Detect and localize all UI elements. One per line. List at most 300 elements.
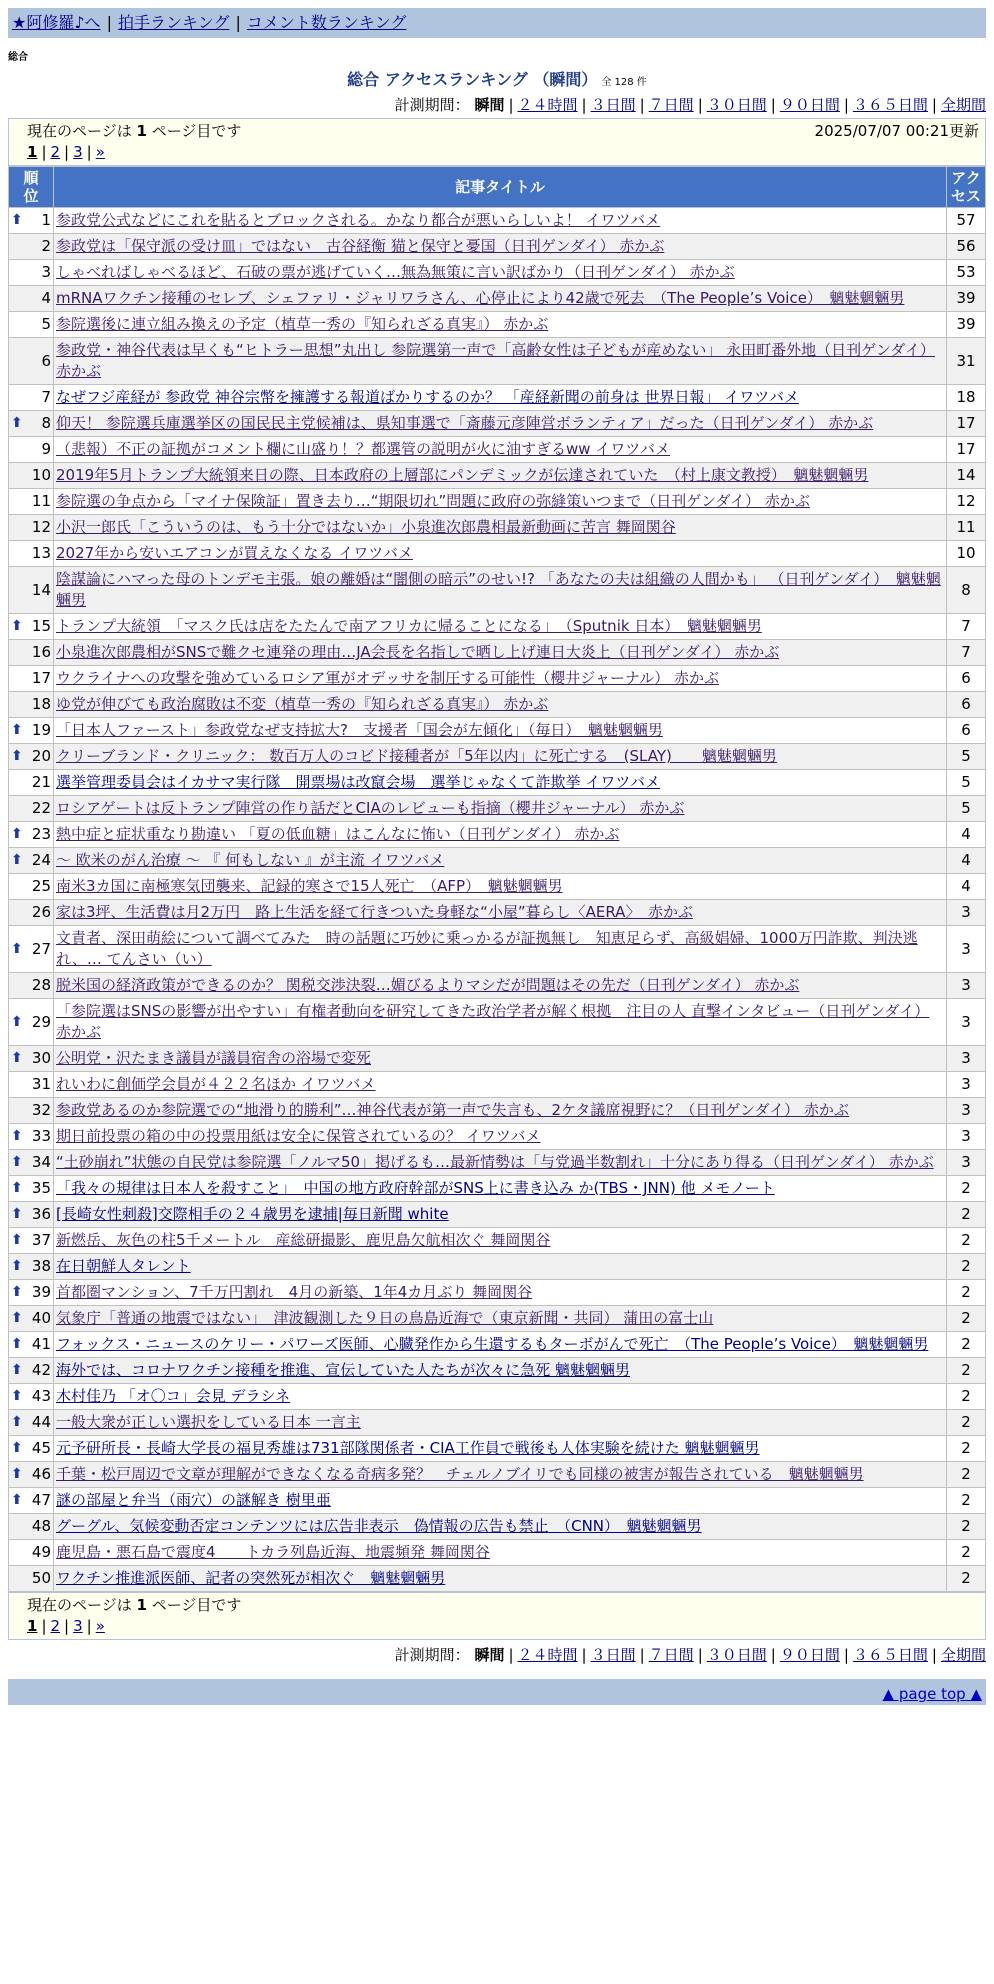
rank-up-arrow-icon: ⬆ bbox=[11, 826, 23, 842]
article-link[interactable]: 参政党・神谷代表は早くも“ヒトラー思想”丸出し 参院選第一声で「高齢女性は子どもが産めない」 永田町番外地（日刊ゲンダイ） 赤かぶ bbox=[56, 341, 935, 380]
access-count: 2 bbox=[947, 1176, 986, 1202]
table-row bbox=[9, 848, 986, 874]
rank-cell bbox=[9, 1514, 54, 1540]
table-row bbox=[9, 338, 986, 385]
title-cell bbox=[54, 208, 947, 234]
title-cell bbox=[54, 744, 947, 770]
title-cell bbox=[54, 692, 947, 718]
title-cell bbox=[54, 312, 947, 338]
rank-number: 2 bbox=[41, 237, 51, 255]
article-link[interactable]: トランプ大統領 「マスク氏は店をたたんで南アフリカに帰ることになる」 （Sputnik 日本） 魑魅魍魎男 bbox=[56, 617, 762, 635]
rank-cell bbox=[9, 1124, 54, 1150]
rank-cell bbox=[9, 1462, 54, 1488]
rank-number: 25 bbox=[31, 877, 51, 895]
article-link[interactable]: 期日前投票の箱の中の投票用紙は安全に保管されているの？ イワツバメ bbox=[56, 1127, 541, 1145]
article-link[interactable]: 一般大衆が正しい選択をしている日本 一言主 bbox=[56, 1413, 361, 1431]
home-link[interactable]: ★阿修羅♪へ bbox=[12, 13, 101, 32]
period-separator: | bbox=[770, 1646, 776, 1664]
title-cell bbox=[54, 1098, 947, 1124]
title-cell bbox=[54, 1566, 947, 1592]
table-row bbox=[9, 1150, 986, 1176]
pager-next-link[interactable]: » bbox=[95, 1617, 105, 1635]
access-count: 7 bbox=[947, 640, 986, 666]
title-cell bbox=[54, 900, 947, 926]
rank-cell bbox=[9, 1488, 54, 1514]
table-row bbox=[9, 1176, 986, 1202]
rank-number: 9 bbox=[41, 440, 51, 458]
table-row bbox=[9, 614, 986, 640]
access-count: 3 bbox=[947, 1046, 986, 1072]
rank-number: 28 bbox=[31, 976, 51, 994]
table-row bbox=[9, 1228, 986, 1254]
table-row bbox=[9, 260, 986, 286]
period-link[interactable]: ９０日間 bbox=[779, 96, 840, 114]
table-row bbox=[9, 1254, 986, 1280]
access-count: 57 bbox=[947, 208, 986, 234]
period-separator: | bbox=[843, 1646, 849, 1664]
article-link[interactable]: 「我々の規律は日本人を殺すこと」 中国の地方政府幹部がSNS上に書き込み か(TBS・JNN) 他 メモノート bbox=[56, 1179, 775, 1197]
pager-separator: | bbox=[86, 1617, 92, 1635]
access-count: 39 bbox=[947, 312, 986, 338]
article-link[interactable]: 陰謀論にハマった母のトンデモ主張。娘の離婚は“闇側の暗示”のせい!? 「あなたの夫は組織の人間かも」 （日刊ゲンダイ） 魑魅魍魎男 bbox=[56, 570, 941, 609]
access-count: 2 bbox=[947, 1436, 986, 1462]
rank-cell bbox=[9, 848, 54, 874]
article-link[interactable]: 鹿児島・悪石島で震度4 トカラ列島近海、地震頻発 舞岡関谷 bbox=[56, 1543, 490, 1561]
pager-separator: | bbox=[64, 1617, 70, 1635]
article-link[interactable]: mRNAワクチン接種のセレブ、シェファリ・ジャリワラさん、心停止により42歳で死去 （The People’s Voice） 魑魅魍魎男 bbox=[56, 289, 905, 307]
rank-number: 21 bbox=[31, 773, 51, 791]
title-cell bbox=[54, 567, 947, 614]
title-cell bbox=[54, 1150, 947, 1176]
access-count: 2 bbox=[947, 1462, 986, 1488]
table-row bbox=[9, 1202, 986, 1228]
period-link[interactable]: 全期間 bbox=[940, 1646, 986, 1664]
article-link[interactable]: ～ 欧米のがん治療 ～ 『 何もしない 』が主流 イワツバメ bbox=[56, 851, 445, 869]
title-cell bbox=[54, 286, 947, 312]
rank-number: 3 bbox=[41, 263, 51, 281]
rank-number: 10 bbox=[31, 466, 51, 484]
rank-cell bbox=[9, 234, 54, 260]
rank-number: 42 bbox=[31, 1361, 51, 1379]
rank-cell bbox=[9, 900, 54, 926]
access-count: 2 bbox=[947, 1332, 986, 1358]
rank-up-arrow-icon: ⬆ bbox=[11, 1310, 23, 1326]
title-cell bbox=[54, 515, 947, 541]
article-link[interactable]: 公明党・沢たまき議員が議員宿舎の浴場で変死 bbox=[56, 1049, 372, 1067]
rank-cell bbox=[9, 718, 54, 744]
article-link[interactable]: 元予研所長・長崎大学長の福見秀雄は731部隊関係者・CIA工作員で戦後も人体実験を続けた 魑魅魍魎男 bbox=[56, 1439, 760, 1457]
access-count: 5 bbox=[947, 744, 986, 770]
article-link[interactable]: 千葉・松戸周辺で文章が理解ができなくなる奇病多発？ チェルノブイリでも同様の被害が報告されている 魑魅魍魎男 bbox=[56, 1465, 864, 1483]
rank-number: 7 bbox=[41, 388, 51, 406]
access-count: 6 bbox=[947, 718, 986, 744]
period-selector-bottom bbox=[8, 1644, 986, 1665]
rank-number: 33 bbox=[31, 1127, 51, 1145]
comment-ranking-link[interactable]: コメント数ランキング bbox=[246, 13, 407, 32]
rank-up-arrow-icon: ⬆ bbox=[11, 852, 23, 868]
access-count: 31 bbox=[947, 338, 986, 385]
rank-number: 15 bbox=[31, 617, 51, 635]
article-link[interactable]: 小泉進次郎農相がSNSで難クセ連発の理由…JA会長を名指しで晒し上げ連日大炎上（日刊ゲンダイ） 赤かぶ bbox=[56, 643, 780, 661]
period-separator: | bbox=[931, 1646, 937, 1664]
title-cell bbox=[54, 1176, 947, 1202]
article-link[interactable]: 首都圏マンション、7千万円割れ 4月の新築、1年4カ月ぶり 舞岡関谷 bbox=[56, 1283, 533, 1301]
access-count: 2 bbox=[947, 1202, 986, 1228]
table-row bbox=[9, 489, 986, 515]
period-link[interactable]: ３６５日間 bbox=[852, 1646, 928, 1664]
article-link[interactable]: [長崎女性刺殺]交際相手の２４歳男を逮捕|毎日新聞 white bbox=[56, 1205, 449, 1223]
pager-separator: | bbox=[41, 143, 47, 161]
rank-cell bbox=[9, 1410, 54, 1436]
title-cell bbox=[54, 1488, 947, 1514]
article-link[interactable]: 気象庁「普通の地震ではない」 津波観測した９日の鳥島近海で（東京新聞・共同） 蒲田の富士山 bbox=[56, 1309, 714, 1327]
article-link[interactable]: 南米3カ国に南極寒気団襲来、記録的寒さで15人死亡 （AFP） 魑魅魍魎男 bbox=[56, 877, 563, 895]
table-row bbox=[9, 822, 986, 848]
article-link[interactable]: ウクライナへの攻撃を強めているロシア軍がオデッサを制圧する可能性（櫻井ジャーナル） 赤かぶ bbox=[56, 669, 719, 687]
access-count: 10 bbox=[947, 541, 986, 567]
table-row bbox=[9, 999, 986, 1046]
rank-cell bbox=[9, 1306, 54, 1332]
article-link[interactable]: 木村佳乃 「オ〇コ」会見 デラシネ bbox=[56, 1387, 291, 1405]
title-cell bbox=[54, 1202, 947, 1228]
article-link[interactable]: 2027年から安いエアコンが買えなくなる イワツバメ bbox=[56, 544, 413, 562]
table-row bbox=[9, 1540, 986, 1566]
access-count: 39 bbox=[947, 286, 986, 312]
article-link[interactable]: 在日朝鮮人タレント bbox=[56, 1257, 191, 1275]
current-page-text: 現在のページは 1 ページ目です bbox=[27, 122, 242, 140]
title-cell bbox=[54, 718, 947, 744]
rank-header: 順 位 bbox=[9, 167, 54, 208]
rank-number: 1 bbox=[41, 211, 51, 229]
article-link[interactable]: グーグル、気候変動否定コンテンツには広告非表示 偽情報の広告も禁止 （CNN） 魑魅魍魎男 bbox=[56, 1517, 702, 1535]
rank-number: 39 bbox=[31, 1283, 51, 1301]
access-count: 5 bbox=[947, 796, 986, 822]
table-row bbox=[9, 286, 986, 312]
period-selector-top bbox=[8, 94, 986, 115]
rank-cell bbox=[9, 926, 54, 973]
rank-number: 5 bbox=[41, 315, 51, 333]
rank-number: 43 bbox=[31, 1387, 51, 1405]
rank-up-arrow-icon: ⬆ bbox=[11, 1414, 23, 1430]
period-current: 瞬間 bbox=[474, 96, 505, 114]
title-cell bbox=[54, 1228, 947, 1254]
period-link[interactable]: ３０日間 bbox=[706, 1646, 767, 1664]
rank-number: 32 bbox=[31, 1101, 51, 1119]
rank-up-arrow-icon: ⬆ bbox=[11, 1180, 23, 1196]
table-row bbox=[9, 1046, 986, 1072]
title-cell bbox=[54, 999, 947, 1046]
title-cell bbox=[54, 874, 947, 900]
article-count: 全 128 件 bbox=[601, 77, 647, 88]
access-count: 3 bbox=[947, 1072, 986, 1098]
rank-cell bbox=[9, 437, 54, 463]
rank-number: 49 bbox=[31, 1543, 51, 1561]
table-row bbox=[9, 437, 986, 463]
rank-up-arrow-icon: ⬆ bbox=[11, 1336, 23, 1352]
title-cell bbox=[54, 1462, 947, 1488]
rank-number: 29 bbox=[31, 1012, 51, 1031]
period-link[interactable]: 全期間 bbox=[940, 96, 986, 114]
access-count: 3 bbox=[947, 1124, 986, 1150]
period-link[interactable]: ２４時間 bbox=[517, 1646, 578, 1664]
article-link[interactable]: しゃべればしゃべるほど、石破の票が逃げていく…無為無策に言い訳ばかり（日刊ゲンダイ） 赤かぶ bbox=[56, 263, 735, 281]
rank-cell bbox=[9, 1098, 54, 1124]
article-link[interactable]: 謎の部屋と弁当（雨穴）の謎解き 樹里亜 bbox=[56, 1491, 331, 1509]
table-row bbox=[9, 234, 986, 260]
article-link[interactable]: 選挙管理委員会はイカサマ実行隊 開票場は改竄会場 選挙じゃなくて詐欺挙 イワツバメ bbox=[56, 773, 661, 791]
article-link[interactable]: 小沢一郎氏「こういうのは、もう十分ではないか」小泉進次郎農相最新動画に苦言 舞岡関谷 bbox=[56, 518, 676, 536]
table-row bbox=[9, 1384, 986, 1410]
period-link[interactable]: ７日間 bbox=[648, 1646, 694, 1664]
article-link[interactable]: 参政党あるのか参院選での“地滑り的勝利”…神谷代表が第一声で失言も、2ケタ議席視野に？（日刊ゲンダイ） 赤かぶ bbox=[56, 1101, 849, 1119]
rank-number: 19 bbox=[31, 721, 51, 739]
period-separator: | bbox=[770, 96, 776, 114]
rank-cell bbox=[9, 1150, 54, 1176]
rank-number: 16 bbox=[31, 643, 51, 661]
nav-separator: | bbox=[106, 13, 112, 32]
title-cell bbox=[54, 1514, 947, 1540]
rank-up-arrow-icon: ⬆ bbox=[11, 212, 23, 228]
table-row bbox=[9, 541, 986, 567]
rank-number: 23 bbox=[31, 825, 51, 843]
table-row bbox=[9, 1436, 986, 1462]
period-separator: | bbox=[581, 1646, 587, 1664]
applause-ranking-link[interactable]: 拍手ランキング bbox=[117, 13, 230, 32]
table-row bbox=[9, 926, 986, 973]
title-cell bbox=[54, 338, 947, 385]
access-count: 2 bbox=[947, 1228, 986, 1254]
article-link[interactable]: 参政党は「保守派の受け皿」ではない 古谷経衡 猫と保守と憂国（日刊ゲンダイ） 赤かぶ bbox=[56, 237, 665, 255]
article-link[interactable]: “土砂崩れ”状態の自民党は参院選「ノルマ50」掲げるも…最新情勢は「与党過半数割れ」十分にあり得る（日刊ゲンダイ） 赤かぶ bbox=[56, 1153, 934, 1171]
article-link[interactable]: 参政党公式などにこれを貼るとブロックされる。かなり都合が悪いらしいよ！ イワツバメ bbox=[56, 211, 661, 229]
table-row bbox=[9, 1332, 986, 1358]
pager-separator: | bbox=[41, 1617, 47, 1635]
table-row bbox=[9, 1124, 986, 1150]
period-separator: | bbox=[931, 96, 937, 114]
rank-cell bbox=[9, 260, 54, 286]
access-count: 2 bbox=[947, 1540, 986, 1566]
article-link[interactable]: 参院選の争点から「マイナ保険証」置き去り…“期限切れ”問題に政府の弥縫策いつまで（日刊ゲンダイ） 赤かぶ bbox=[56, 492, 810, 510]
access-count: 14 bbox=[947, 463, 986, 489]
title-cell bbox=[54, 1072, 947, 1098]
rank-up-arrow-icon: ⬆ bbox=[11, 1440, 23, 1456]
rank-cell bbox=[9, 411, 54, 437]
rank-up-arrow-icon: ⬆ bbox=[11, 1492, 23, 1508]
table-row bbox=[9, 385, 986, 411]
rank-number: 17 bbox=[31, 669, 51, 687]
access-count: 2 bbox=[947, 1358, 986, 1384]
period-link[interactable]: ３０日間 bbox=[706, 96, 767, 114]
rank-cell bbox=[9, 1358, 54, 1384]
article-link[interactable]: （悲報）不正の証拠がコメント欄に山盛り！？都選管の説明が火に油すぎるww イワツバメ bbox=[56, 440, 671, 458]
period-separator: | bbox=[697, 1646, 703, 1664]
access-count: 3 bbox=[947, 973, 986, 999]
pager-link[interactable]: 3 bbox=[73, 1617, 83, 1635]
title-cell bbox=[54, 822, 947, 848]
title-cell bbox=[54, 1384, 947, 1410]
access-count: 3 bbox=[947, 1150, 986, 1176]
rank-cell bbox=[9, 286, 54, 312]
rank-cell bbox=[9, 1202, 54, 1228]
article-link[interactable]: 家は3坪、生活費は月2万円 路上生活を経て行きついた身軽な“小屋”暮らし〈AERA〉 赤かぶ bbox=[56, 903, 693, 921]
article-link[interactable]: 仰天！ 参院選兵庫選挙区の国民民主党候補は、県知事選で「斎藤元彦陣営ボランティア」だった（日刊ゲンダイ） 赤かぶ bbox=[56, 414, 874, 432]
title-cell bbox=[54, 1332, 947, 1358]
article-link[interactable]: フォックス・ニュースのケリー・パワーズ医師、心臓発作から生還するもターボがんで死亡 （The People’s Voice） 魑魅魍魎男 bbox=[56, 1335, 929, 1353]
rank-number: 34 bbox=[31, 1153, 51, 1171]
rank-cell bbox=[9, 489, 54, 515]
table-row bbox=[9, 796, 986, 822]
access-count: 4 bbox=[947, 848, 986, 874]
article-link[interactable]: 文責者、深田萌絵について調べてみた 時の話題に巧妙に乗っかるが証拠無し 知恵足らず、高級娼婦、1000万円詐欺、判決逃れ、… てんさい（い） bbox=[56, 929, 918, 968]
article-link[interactable]: ゆ党が伸びても政治腐敗は不変（植草一秀の『知られざる真実』） 赤かぶ bbox=[56, 695, 549, 713]
rank-cell bbox=[9, 1228, 54, 1254]
title-cell bbox=[54, 1540, 947, 1566]
period-current: 瞬間 bbox=[474, 1646, 505, 1664]
rank-cell bbox=[9, 822, 54, 848]
article-link[interactable]: 熱中症と症状重なり勘違い 「夏の低血糖」はこんなに怖い（日刊ゲンダイ） 赤かぶ bbox=[56, 825, 620, 843]
rank-up-arrow-icon: ⬆ bbox=[11, 1232, 23, 1248]
rank-number: 38 bbox=[31, 1257, 51, 1275]
period-label: 計測期間： bbox=[394, 96, 470, 114]
table-row bbox=[9, 567, 986, 614]
article-link[interactable]: 「日本人ファースト」参政党なぜ支持拡大? 支援者「国会が左傾化」（毎日） 魑魅魍魎男 bbox=[56, 721, 663, 739]
article-link[interactable]: ロシアゲートは反トランプ陣営の作り話だとCIAのレビューも指摘（櫻井ジャーナル） 赤かぶ bbox=[56, 799, 685, 817]
period-link[interactable]: ７日間 bbox=[648, 96, 694, 114]
title-cell bbox=[54, 463, 947, 489]
rank-up-arrow-icon: ⬆ bbox=[11, 1362, 23, 1378]
table-row bbox=[9, 640, 986, 666]
table-row bbox=[9, 208, 986, 234]
rank-number: 41 bbox=[31, 1335, 51, 1353]
article-link[interactable]: 「参院選はSNSの影響が出やすい」有権者動向を研究してきた政治学者が解く根拠 注目の人 直撃インタビュー（日刊ゲンダイ） 赤かぶ bbox=[56, 1002, 930, 1041]
rank-cell bbox=[9, 1566, 54, 1592]
access-count: 2 bbox=[947, 1280, 986, 1306]
rank-number: 50 bbox=[31, 1569, 51, 1587]
ranking-table bbox=[8, 166, 986, 1592]
table-row bbox=[9, 312, 986, 338]
bottom-bar bbox=[8, 1679, 986, 1705]
access-count: 2 bbox=[947, 1566, 986, 1592]
rank-cell bbox=[9, 1332, 54, 1358]
pager-link[interactable]: 3 bbox=[73, 143, 83, 161]
rank-cell bbox=[9, 692, 54, 718]
article-link[interactable]: ワクチン推進派医師、記者の突然死が相次ぐ 魑魅魍魎男 bbox=[56, 1569, 446, 1587]
nav-separator: | bbox=[235, 13, 241, 32]
period-link[interactable]: ３６５日間 bbox=[852, 96, 928, 114]
table-row bbox=[9, 1072, 986, 1098]
rank-number: 13 bbox=[31, 544, 51, 562]
article-link[interactable]: なぜフジ産経が 参政党 神谷宗幣を擁護する報道ばかりするのか？ 「産経新聞の前身は 世界日報」 イワツバメ bbox=[56, 388, 799, 406]
period-label: 計測期間： bbox=[394, 1646, 470, 1664]
rank-number: 26 bbox=[31, 903, 51, 921]
table-row bbox=[9, 692, 986, 718]
rank-number: 31 bbox=[31, 1075, 51, 1093]
period-link[interactable]: ９０日間 bbox=[779, 1646, 840, 1664]
title-cell bbox=[54, 770, 947, 796]
rank-number: 12 bbox=[31, 518, 51, 536]
rank-cell bbox=[9, 463, 54, 489]
rank-number: 46 bbox=[31, 1465, 51, 1483]
rank-cell bbox=[9, 312, 54, 338]
rank-cell bbox=[9, 666, 54, 692]
title-cell bbox=[54, 260, 947, 286]
rank-cell bbox=[9, 1072, 54, 1098]
rank-cell bbox=[9, 567, 54, 614]
ranking-title: 総合 アクセスランキング （瞬間） bbox=[347, 70, 598, 89]
rank-number: 18 bbox=[31, 695, 51, 713]
title-cell bbox=[54, 437, 947, 463]
rank-number: 6 bbox=[41, 351, 51, 370]
title-cell bbox=[54, 541, 947, 567]
rank-number: 14 bbox=[31, 580, 51, 599]
access-count: 5 bbox=[947, 770, 986, 796]
page-top-link[interactable]: ▲ page top ▲ bbox=[882, 1685, 982, 1703]
article-link[interactable]: 参院選後に連立組み換えの予定（植草一秀の『知られざる真実』） 赤かぶ bbox=[56, 315, 549, 333]
period-link[interactable]: ３日間 bbox=[590, 1646, 636, 1664]
rank-up-arrow-icon: ⬆ bbox=[11, 1284, 23, 1300]
period-separator: | bbox=[697, 96, 703, 114]
article-link[interactable]: 2019年5月トランプ大統領来日の際、日本政府の上層部にパンデミックが伝達されていた （村上康文教授） 魑魅魍魎男 bbox=[56, 466, 869, 484]
rank-cell bbox=[9, 1280, 54, 1306]
updated-timestamp: 2025/07/07 00:21更新 bbox=[814, 122, 979, 140]
rank-number: 11 bbox=[31, 492, 51, 510]
access-count: 56 bbox=[947, 234, 986, 260]
period-link[interactable]: ３日間 bbox=[590, 96, 636, 114]
pager-current: 1 bbox=[27, 143, 38, 161]
article-link[interactable]: 脱米国の経済政策ができるのか？ 関税交渉決裂…媚びるよりマシだが問題はその先だ（日刊ゲンダイ） 赤かぶ bbox=[56, 976, 800, 994]
table-row bbox=[9, 411, 986, 437]
title-cell bbox=[54, 640, 947, 666]
rank-cell bbox=[9, 1254, 54, 1280]
table-row bbox=[9, 1514, 986, 1540]
rank-number: 45 bbox=[31, 1439, 51, 1457]
access-count: 2 bbox=[947, 1254, 986, 1280]
access-count: 53 bbox=[947, 260, 986, 286]
access-count: 8 bbox=[947, 567, 986, 614]
access-count: 3 bbox=[947, 1098, 986, 1124]
rank-number: 35 bbox=[31, 1179, 51, 1197]
rank-number: 22 bbox=[31, 799, 51, 817]
pager-separator: | bbox=[86, 143, 92, 161]
pager-link[interactable]: 2 bbox=[50, 1617, 61, 1635]
pager-next-link[interactable]: » bbox=[95, 143, 105, 161]
rank-cell bbox=[9, 744, 54, 770]
period-separator: | bbox=[843, 96, 849, 114]
table-row bbox=[9, 666, 986, 692]
table-row bbox=[9, 874, 986, 900]
current-page-text: 現在のページは 1 ページ目です bbox=[27, 1596, 242, 1614]
table-row bbox=[9, 463, 986, 489]
rank-number: 8 bbox=[41, 414, 51, 432]
period-link[interactable]: ２４時間 bbox=[517, 96, 578, 114]
rank-number: 24 bbox=[31, 851, 51, 869]
top-navigation bbox=[8, 8, 986, 38]
rank-cell bbox=[9, 515, 54, 541]
rank-number: 30 bbox=[31, 1049, 51, 1067]
article-link[interactable]: れいわに創価学会員が４２２名ほか イワツバメ bbox=[56, 1075, 376, 1093]
title-cell bbox=[54, 666, 947, 692]
rank-number: 20 bbox=[31, 747, 51, 765]
article-link[interactable]: 海外では、コロナワクチン接種を推進、宣伝していた人たちが次々に急死 魑魅魍魎男 bbox=[56, 1361, 631, 1379]
title-cell bbox=[54, 973, 947, 999]
rank-cell bbox=[9, 640, 54, 666]
article-link[interactable]: クリーブランド・クリニック： 数百万人のコビド接種者が「5年以内」に死亡する (SLAY) 魑魅魍魎男 bbox=[56, 747, 777, 765]
pager-link[interactable]: 2 bbox=[50, 143, 61, 161]
rank-up-arrow-icon: ⬆ bbox=[11, 722, 23, 738]
article-link[interactable]: 新燃岳、灰色の柱5千メートル 産総研撮影、鹿児島欠航相次ぐ 舞岡関谷 bbox=[56, 1231, 551, 1249]
title-cell bbox=[54, 1410, 947, 1436]
access-count: 11 bbox=[947, 515, 986, 541]
